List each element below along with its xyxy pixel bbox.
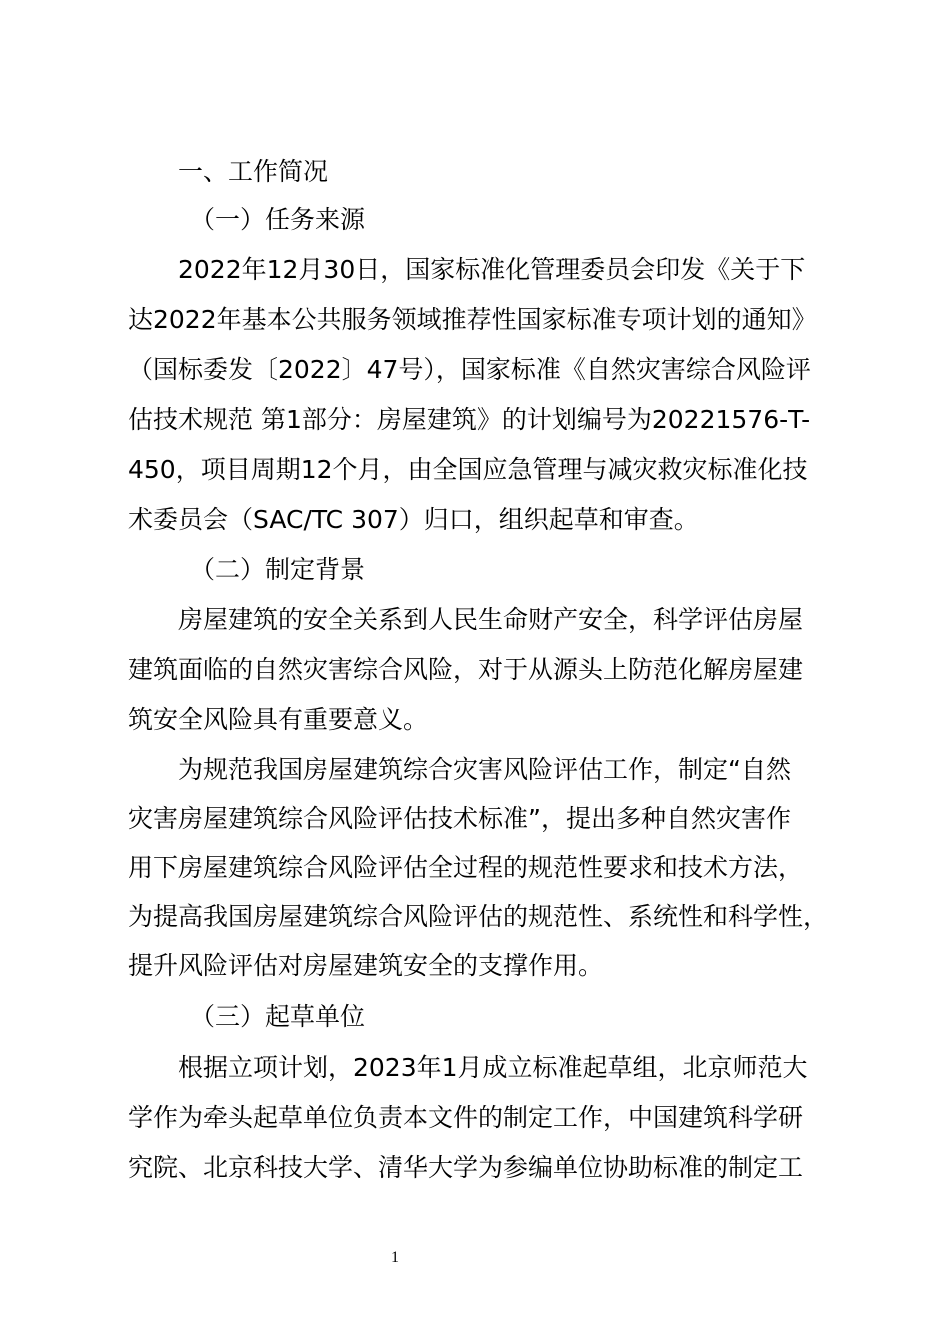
subsection-heading-task-source: （一）任务来源 [190,205,366,234]
paragraph-line: 提升风险评估对房屋建筑安全的支撑作用。 [128,951,604,980]
paragraph-line: 为规范我国房屋建筑综合灾害风险评估工作，制定“自然 [178,755,791,784]
subsection-heading-background: （二）制定背景 [190,555,366,584]
paragraph-line: 术委员会（SAC/TC 307）归口，组织起草和审查。 [128,505,699,534]
subsection-heading-drafting-units: （三）起草单位 [190,1002,366,1031]
paragraph-line: 房屋建筑的安全关系到人民生命财产安全，科学评估房屋 [178,605,804,634]
section-heading-level-1: 一、工作简况 [178,157,329,186]
paragraph-line: 学作为牵头起草单位负责本文件的制定工作，中国建筑科学研 [128,1103,804,1132]
paragraph-line: 根据立项计划，2023年1月成立标准起草组，北京师范大 [178,1053,808,1082]
paragraph-line: （国标委发〔2022〕47号），国家标准《自然灾害综合风险评 [128,355,811,384]
paragraph-line: 2022年12月30日，国家标准化管理委员会印发《关于下 [178,255,806,284]
paragraph-line: 450，项目周期12个月，由全国应急管理与减灾救灾标准化技 [128,455,808,484]
paragraph-line: 达2022年基本公共服务领域推荐性国家标准专项计划的通知》 [128,305,817,334]
paragraph-line: 用下房屋建筑综合风险评估全过程的规范性要求和技术方法， [128,853,804,882]
paragraph-line: 建筑面临的自然灾害综合风险，对于从源头上防范化解房屋建 [128,655,804,684]
paragraph-line: 灾害房屋建筑综合风险评估技术标准”，提出多种自然灾害作 [128,804,791,833]
paragraph-line: 估技术规范 第1部分：房屋建筑》的计划编号为20221576-T- [128,405,811,434]
paragraph-line: 究院、北京科技大学、清华大学为参编单位协助标准的制定工 [128,1153,804,1182]
page-number: 1 [391,1249,399,1266]
paragraph-line: 筑安全风险具有重要意义。 [128,705,429,734]
paragraph-line: 为提高我国房屋建筑综合风险评估的规范性、系统性和科学性， [128,902,829,931]
